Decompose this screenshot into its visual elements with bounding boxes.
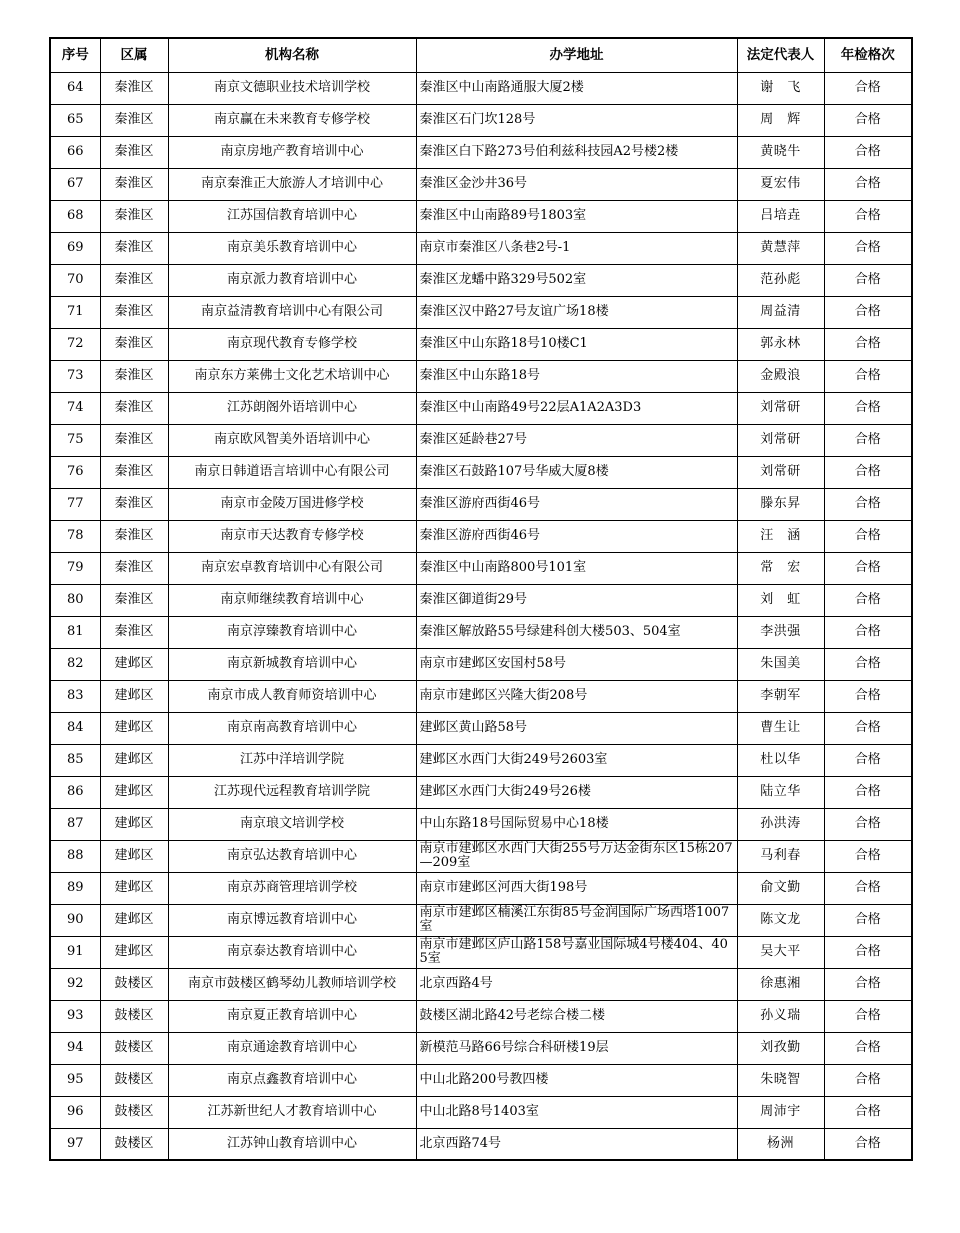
- header-address: 办学地址: [416, 38, 737, 72]
- row-number: 72: [50, 328, 100, 360]
- row-district: 秦淮区: [100, 584, 168, 616]
- row-representative: 刘孜勤: [737, 1032, 824, 1064]
- row-district: 建邺区: [100, 904, 168, 936]
- table-row: [50, 1096, 912, 1128]
- row-institution-name: 南京东方莱佛士文化艺术培训中心: [168, 360, 416, 392]
- row-institution-name: 南京新城教育培训中心: [168, 648, 416, 680]
- table-row: [50, 872, 912, 904]
- table-row: [50, 616, 912, 648]
- row-institution-name: 南京日韩道语言培训中心有限公司: [168, 456, 416, 488]
- row-address: 秦淮区延龄巷27号: [416, 424, 737, 456]
- table-row: [50, 1032, 912, 1064]
- row-institution-name: 南京宏卓教育培训中心有限公司: [168, 552, 416, 584]
- table-body: [50, 72, 912, 1160]
- row-district: 秦淮区: [100, 104, 168, 136]
- row-number: 94: [50, 1032, 100, 1064]
- header-num: 序号: [50, 38, 100, 72]
- row-institution-name: 南京南高教育培训中心: [168, 712, 416, 744]
- row-representative: 郭永林: [737, 328, 824, 360]
- row-result: 合格: [824, 104, 912, 136]
- row-address: 鼓楼区湖北路42号老综合楼二楼: [416, 1000, 737, 1032]
- row-address: 秦淮区中山东路18号10楼C1: [416, 328, 737, 360]
- row-representative: 黄晓牛: [737, 136, 824, 168]
- row-result: 合格: [824, 168, 912, 200]
- row-district: 建邺区: [100, 776, 168, 808]
- row-district: 建邺区: [100, 744, 168, 776]
- row-result: 合格: [824, 232, 912, 264]
- row-address: 新模范马路66号综合科研楼19层: [416, 1032, 737, 1064]
- table-row: [50, 776, 912, 808]
- row-institution-name: 南京派力教育培训中心: [168, 264, 416, 296]
- row-address: 秦淮区金沙井36号: [416, 168, 737, 200]
- row-address: 建邺区水西门大街249号26楼: [416, 776, 737, 808]
- row-result: 合格: [824, 424, 912, 456]
- row-address: 建邺区水西门大街249号2603室: [416, 744, 737, 776]
- row-representative: 金殿浪: [737, 360, 824, 392]
- table-row: [50, 136, 912, 168]
- row-number: 64: [50, 72, 100, 104]
- row-number: 80: [50, 584, 100, 616]
- row-result: 合格: [824, 648, 912, 680]
- row-number: 83: [50, 680, 100, 712]
- row-institution-name: 南京点鑫教育培训中心: [168, 1064, 416, 1096]
- row-number: 84: [50, 712, 100, 744]
- row-number: 89: [50, 872, 100, 904]
- row-district: 鼓楼区: [100, 1032, 168, 1064]
- row-address: 南京市秦淮区八条巷2号-1: [416, 232, 737, 264]
- row-result: 合格: [824, 488, 912, 520]
- row-number: 81: [50, 616, 100, 648]
- row-representative: 朱晓智: [737, 1064, 824, 1096]
- row-representative: 李洪强: [737, 616, 824, 648]
- row-district: 秦淮区: [100, 136, 168, 168]
- row-institution-name: 南京秦淮正大旅游人才培训中心: [168, 168, 416, 200]
- table-row: [50, 648, 912, 680]
- row-address: 秦淮区石门坎128号: [416, 104, 737, 136]
- row-institution-name: 南京市天达教育专修学校: [168, 520, 416, 552]
- table-row: [50, 904, 912, 936]
- row-representative: 汪 涵: [737, 520, 824, 552]
- table-row: [50, 392, 912, 424]
- row-number: 85: [50, 744, 100, 776]
- row-district: 建邺区: [100, 808, 168, 840]
- row-result: 合格: [824, 200, 912, 232]
- row-representative: 陆立华: [737, 776, 824, 808]
- row-result: 合格: [824, 328, 912, 360]
- row-result: 合格: [824, 520, 912, 552]
- row-result: 合格: [824, 840, 912, 872]
- table-header: [50, 38, 912, 72]
- table-row: [50, 296, 912, 328]
- table-row: [50, 328, 912, 360]
- row-result: 合格: [824, 552, 912, 584]
- row-district: 鼓楼区: [100, 1000, 168, 1032]
- row-district: 秦淮区: [100, 232, 168, 264]
- header-result: 年检格次: [824, 38, 912, 72]
- row-district: 鼓楼区: [100, 1096, 168, 1128]
- row-district: 秦淮区: [100, 392, 168, 424]
- registry-sheet: [49, 37, 911, 1161]
- row-district: 秦淮区: [100, 328, 168, 360]
- table-row: [50, 1064, 912, 1096]
- row-representative: 刘 虹: [737, 584, 824, 616]
- row-address: 秦淮区中山南路49号22层A1A2A3D3: [416, 392, 737, 424]
- header-representative: 法定代表人: [737, 38, 824, 72]
- row-institution-name: 江苏国信教育培训中心: [168, 200, 416, 232]
- row-institution-name: 南京夏正教育培训中心: [168, 1000, 416, 1032]
- table-row: [50, 808, 912, 840]
- row-representative: 李朝军: [737, 680, 824, 712]
- row-address: 秦淮区中山南路通服大厦2楼: [416, 72, 737, 104]
- row-representative: 吴大平: [737, 936, 824, 968]
- row-district: 秦淮区: [100, 424, 168, 456]
- table-row: [50, 104, 912, 136]
- row-number: 82: [50, 648, 100, 680]
- row-number: 92: [50, 968, 100, 1000]
- row-address: 南京市建邺区兴隆大街208号: [416, 680, 737, 712]
- row-representative: 夏宏伟: [737, 168, 824, 200]
- row-address: 秦淮区龙蟠中路329号502室: [416, 264, 737, 296]
- row-district: 秦淮区: [100, 72, 168, 104]
- row-address: 秦淮区游府西街46号: [416, 488, 737, 520]
- row-institution-name: 南京市金陵万国进修学校: [168, 488, 416, 520]
- row-result: 合格: [824, 616, 912, 648]
- row-result: 合格: [824, 872, 912, 904]
- row-representative: 孙义瑞: [737, 1000, 824, 1032]
- row-district: 秦淮区: [100, 296, 168, 328]
- row-result: 合格: [824, 136, 912, 168]
- row-result: 合格: [824, 584, 912, 616]
- table-row: [50, 456, 912, 488]
- row-district: 秦淮区: [100, 264, 168, 296]
- row-district: 建邺区: [100, 840, 168, 872]
- row-result: 合格: [824, 72, 912, 104]
- table-row: [50, 200, 912, 232]
- row-address: 中山东路18号国际贸易中心18楼: [416, 808, 737, 840]
- row-institution-name: 江苏中洋培训学院: [168, 744, 416, 776]
- row-district: 秦淮区: [100, 456, 168, 488]
- row-number: 74: [50, 392, 100, 424]
- row-district: 秦淮区: [100, 552, 168, 584]
- row-representative: 刘常研: [737, 392, 824, 424]
- row-district: 建邺区: [100, 936, 168, 968]
- row-result: 合格: [824, 808, 912, 840]
- row-district: 建邺区: [100, 872, 168, 904]
- row-address: 北京西路4号: [416, 968, 737, 1000]
- row-address: 北京西路74号: [416, 1128, 737, 1160]
- row-number: 70: [50, 264, 100, 296]
- row-institution-name: 江苏新世纪人才教育培训中心: [168, 1096, 416, 1128]
- row-address: 南京市建邺区水西门大街255号万达金街东区15栋207—209室: [416, 840, 737, 872]
- row-number: 96: [50, 1096, 100, 1128]
- row-address: 中山北路200号教四楼: [416, 1064, 737, 1096]
- table-row: [50, 584, 912, 616]
- table-row: [50, 936, 912, 968]
- row-district: 秦淮区: [100, 168, 168, 200]
- table-row: [50, 520, 912, 552]
- row-representative: 刘常研: [737, 424, 824, 456]
- row-representative: 谢 飞: [737, 72, 824, 104]
- row-district: 秦淮区: [100, 616, 168, 648]
- row-address: 南京市建邺区庐山路158号嘉业国际城4号楼404、405室: [416, 936, 737, 968]
- row-representative: 孙洪涛: [737, 808, 824, 840]
- row-number: 75: [50, 424, 100, 456]
- row-result: 合格: [824, 904, 912, 936]
- row-institution-name: 南京文德职业技术培训学校: [168, 72, 416, 104]
- table-row: [50, 168, 912, 200]
- row-result: 合格: [824, 360, 912, 392]
- row-institution-name: 南京苏商管理培训学校: [168, 872, 416, 904]
- table-row: [50, 744, 912, 776]
- table-row: [50, 232, 912, 264]
- table-row: [50, 552, 912, 584]
- row-district: 建邺区: [100, 680, 168, 712]
- row-representative: 滕东昇: [737, 488, 824, 520]
- row-result: 合格: [824, 1128, 912, 1160]
- row-address: 秦淮区白下路273号伯利兹科技园A2号楼2楼: [416, 136, 737, 168]
- row-district: 鼓楼区: [100, 1128, 168, 1160]
- institution-table: [49, 37, 913, 1161]
- row-number: 69: [50, 232, 100, 264]
- row-institution-name: 江苏现代远程教育培训学院: [168, 776, 416, 808]
- row-number: 65: [50, 104, 100, 136]
- row-representative: 杨洲: [737, 1128, 824, 1160]
- table-row: [50, 424, 912, 456]
- row-number: 97: [50, 1128, 100, 1160]
- row-institution-name: 南京通途教育培训中心: [168, 1032, 416, 1064]
- row-representative: 俞文勤: [737, 872, 824, 904]
- row-institution-name: 南京市成人教育师资培训中心: [168, 680, 416, 712]
- row-result: 合格: [824, 1096, 912, 1128]
- row-address: 秦淮区游府西街46号: [416, 520, 737, 552]
- table-row: [50, 264, 912, 296]
- row-number: 71: [50, 296, 100, 328]
- row-district: 秦淮区: [100, 488, 168, 520]
- row-representative: 范孙彪: [737, 264, 824, 296]
- row-result: 合格: [824, 392, 912, 424]
- row-institution-name: 南京房地产教育培训中心: [168, 136, 416, 168]
- row-address: 建邺区黄山路58号: [416, 712, 737, 744]
- row-address: 秦淮区石鼓路107号华威大厦8楼: [416, 456, 737, 488]
- row-number: 67: [50, 168, 100, 200]
- row-result: 合格: [824, 968, 912, 1000]
- row-representative: 杜以华: [737, 744, 824, 776]
- table-row: [50, 840, 912, 872]
- header-district: 区属: [100, 38, 168, 72]
- row-number: 93: [50, 1000, 100, 1032]
- row-institution-name: 南京欧风智美外语培训中心: [168, 424, 416, 456]
- row-representative: 周 辉: [737, 104, 824, 136]
- row-result: 合格: [824, 1000, 912, 1032]
- row-result: 合格: [824, 712, 912, 744]
- row-number: 76: [50, 456, 100, 488]
- row-district: 秦淮区: [100, 520, 168, 552]
- row-number: 78: [50, 520, 100, 552]
- row-number: 86: [50, 776, 100, 808]
- table-row: [50, 968, 912, 1000]
- row-result: 合格: [824, 264, 912, 296]
- row-address: 秦淮区汉中路27号友谊广场18楼: [416, 296, 737, 328]
- row-institution-name: 江苏钟山教育培训中心: [168, 1128, 416, 1160]
- table-row: [50, 72, 912, 104]
- row-representative: 徐惠湘: [737, 968, 824, 1000]
- row-institution-name: 南京赢在未来教育专修学校: [168, 104, 416, 136]
- row-number: 77: [50, 488, 100, 520]
- row-number: 68: [50, 200, 100, 232]
- header-name: 机构名称: [168, 38, 416, 72]
- row-representative: 周益清: [737, 296, 824, 328]
- row-institution-name: 南京益清教育培训中心有限公司: [168, 296, 416, 328]
- row-number: 88: [50, 840, 100, 872]
- row-representative: 黄慧萍: [737, 232, 824, 264]
- row-district: 鼓楼区: [100, 968, 168, 1000]
- row-address: 南京市建邺区安国村58号: [416, 648, 737, 680]
- row-result: 合格: [824, 1032, 912, 1064]
- row-result: 合格: [824, 936, 912, 968]
- row-number: 87: [50, 808, 100, 840]
- row-institution-name: 南京弘达教育培训中心: [168, 840, 416, 872]
- table-row: [50, 712, 912, 744]
- row-institution-name: 南京泰达教育培训中心: [168, 936, 416, 968]
- row-district: 鼓楼区: [100, 1064, 168, 1096]
- row-address: 秦淮区御道街29号: [416, 584, 737, 616]
- table-row: [50, 1000, 912, 1032]
- row-result: 合格: [824, 680, 912, 712]
- row-institution-name: 南京琅文培训学校: [168, 808, 416, 840]
- row-address: 秦淮区中山东路18号: [416, 360, 737, 392]
- row-number: 90: [50, 904, 100, 936]
- row-address: 秦淮区中山南路89号1803室: [416, 200, 737, 232]
- row-result: 合格: [824, 296, 912, 328]
- row-representative: 吕培垚: [737, 200, 824, 232]
- row-number: 73: [50, 360, 100, 392]
- row-representative: 陈文龙: [737, 904, 824, 936]
- row-representative: 朱国美: [737, 648, 824, 680]
- row-representative: 刘常研: [737, 456, 824, 488]
- row-district: 秦淮区: [100, 360, 168, 392]
- row-representative: 马利春: [737, 840, 824, 872]
- row-district: 建邺区: [100, 712, 168, 744]
- row-representative: 曹生让: [737, 712, 824, 744]
- row-representative: 常 宏: [737, 552, 824, 584]
- row-institution-name: 江苏朗阁外语培训中心: [168, 392, 416, 424]
- row-number: 66: [50, 136, 100, 168]
- row-institution-name: 南京师继续教育培训中心: [168, 584, 416, 616]
- row-institution-name: 南京现代教育专修学校: [168, 328, 416, 360]
- row-result: 合格: [824, 744, 912, 776]
- table-row: [50, 488, 912, 520]
- row-result: 合格: [824, 776, 912, 808]
- row-institution-name: 南京淳臻教育培训中心: [168, 616, 416, 648]
- row-result: 合格: [824, 1064, 912, 1096]
- row-number: 95: [50, 1064, 100, 1096]
- row-address: 秦淮区解放路55号绿建科创大楼503、504室: [416, 616, 737, 648]
- row-number: 79: [50, 552, 100, 584]
- row-address: 秦淮区中山南路800号101室: [416, 552, 737, 584]
- row-representative: 周沛宇: [737, 1096, 824, 1128]
- row-institution-name: 南京博远教育培训中心: [168, 904, 416, 936]
- row-address: 南京市建邺区楠溪江东街85号金润国际广场西塔1007室: [416, 904, 737, 936]
- row-district: 秦淮区: [100, 200, 168, 232]
- header-row: [50, 38, 912, 72]
- row-address: 南京市建邺区河西大街198号: [416, 872, 737, 904]
- row-result: 合格: [824, 456, 912, 488]
- row-number: 91: [50, 936, 100, 968]
- table-row: [50, 1128, 912, 1160]
- row-institution-name: 南京美乐教育培训中心: [168, 232, 416, 264]
- row-district: 建邺区: [100, 648, 168, 680]
- row-address: 中山北路8号1403室: [416, 1096, 737, 1128]
- row-institution-name: 南京市鼓楼区鹤琴幼儿教师培训学校: [168, 968, 416, 1000]
- table-row: [50, 680, 912, 712]
- table-row: [50, 360, 912, 392]
